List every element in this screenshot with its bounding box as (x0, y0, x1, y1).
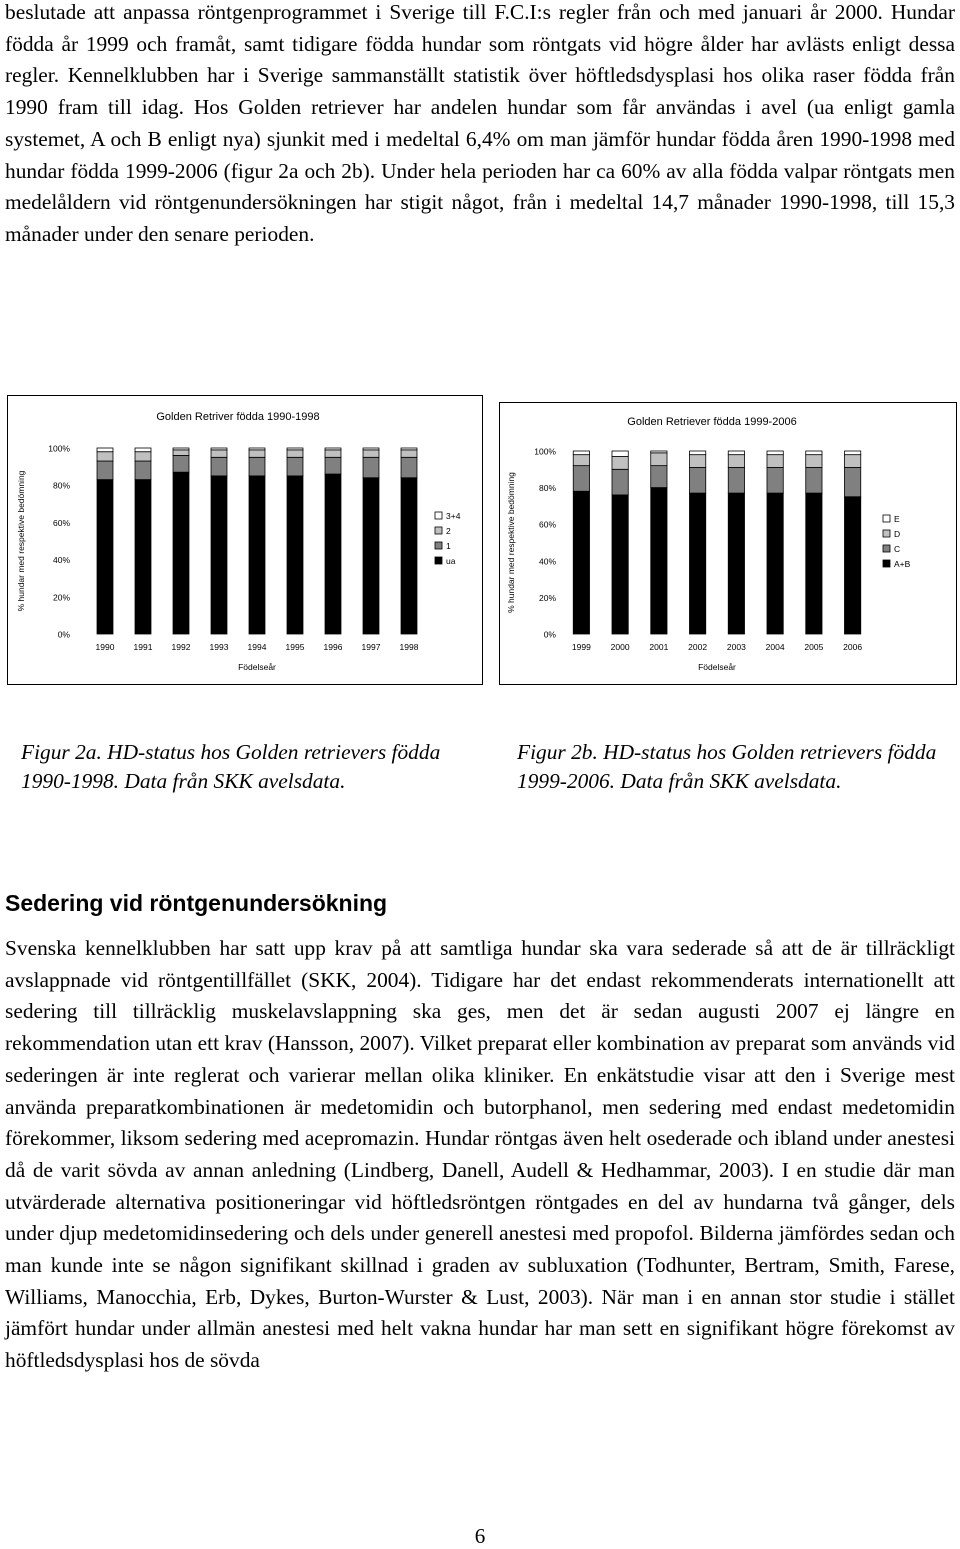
chart-2b-legend-swatch (883, 515, 890, 522)
chart-2a-svg (8, 396, 484, 686)
chart-2a-x-tick-label: 1996 (323, 642, 343, 652)
chart-2a-bar-segment (287, 476, 303, 634)
chart-2b-x-axis-label: Födelseår (698, 662, 736, 672)
chart-2a-y-tick-label: 100% (48, 443, 70, 454)
chart-2a-bar-segment (249, 448, 265, 450)
chart-2b-legend-swatch (883, 560, 890, 567)
chart-2a-legend-label: 1 (446, 541, 451, 551)
chart-2a-legend-label: ua (446, 556, 456, 566)
chart-2b-bar-segment (806, 467, 822, 493)
chart-2a-x-tick-label: 1997 (361, 642, 381, 652)
chart-2b-y-tick-label: 0% (543, 629, 556, 640)
chart-2a-legend-swatch (435, 542, 442, 549)
chart-2b-bar-segment (806, 455, 822, 468)
chart-2a-bar-segment (363, 478, 379, 634)
chart-2b-chart-title: Golden Retriever födda 1999-2006 (627, 416, 797, 428)
chart-2b-bar-segment (689, 455, 705, 468)
chart-2b-bar-segment (728, 467, 744, 493)
chart-2b-y-tick-label: 20% (538, 592, 556, 603)
chart-2a-bar-segment (135, 448, 151, 452)
chart-2a (7, 395, 483, 685)
chart-2a-bar-segment (249, 476, 265, 634)
chart-2a-legend-swatch (435, 557, 442, 564)
chart-2a-bar-segment (325, 457, 341, 474)
chart-2a-legend-label: 3+4 (446, 511, 461, 521)
chart-2b-bar-segment (689, 493, 705, 634)
chart-2b-x-tick-label: 2003 (726, 642, 746, 652)
chart-2b-bar-segment (573, 491, 589, 634)
chart-2a-bar-segment (249, 450, 265, 457)
chart-2b-x-tick-label: 2005 (804, 642, 824, 652)
chart-2b-bar-segment (689, 467, 705, 493)
chart-2a-bar-segment (401, 450, 417, 457)
chart-2b-legend-label: D (894, 529, 901, 539)
chart-2b-bar-segment (806, 451, 822, 455)
chart-2a-bar-segment (97, 461, 113, 480)
chart-2a-bar-segment (325, 448, 341, 450)
chart-2a-bar-segment (97, 480, 113, 634)
chart-2a-bar-segment (401, 448, 417, 450)
chart-2b-bar-segment (806, 493, 822, 634)
chart-2b-y-axis-label: % hundar med respektive bedömning (506, 472, 516, 613)
figure-2b-caption: Figur 2b. HD-status hos Golden retrievers födda 1999-2006. Data från SKK avelsdata. (517, 740, 937, 793)
chart-2b-x-tick-label: 2002 (688, 642, 708, 652)
chart-2b-svg (500, 403, 958, 686)
chart-2a-x-tick-label: 1993 (209, 642, 229, 652)
chart-2a-x-axis-label: Födelseår (238, 662, 276, 672)
chart-2b-bar-segment (651, 466, 667, 488)
chart-2b-bar-segment (844, 497, 860, 634)
chart-2a-bar-segment (211, 450, 227, 457)
chart-2b-y-tick-label: 80% (538, 483, 556, 494)
chart-2b-bar-segment (573, 466, 589, 492)
chart-2b-legend-label: A+B (894, 559, 911, 569)
chart-2b-y-tick-label: 100% (534, 446, 556, 457)
chart-2a-x-tick-label: 1995 (285, 642, 305, 652)
section-heading: Sedering vid röntgenundersökning (5, 890, 388, 916)
chart-2a-bar-segment (401, 457, 417, 477)
chart-2a-bar-segment (401, 478, 417, 634)
chart-2a-x-tick-label: 1991 (133, 642, 153, 652)
chart-2a-bar-segment (135, 480, 151, 634)
chart-2b-bar-segment (728, 451, 744, 455)
chart-2a-bar-segment (173, 472, 189, 634)
chart-2b-bar-segment (573, 455, 589, 466)
chart-2b-legend-label: E (894, 514, 900, 524)
chart-2b-legend-label: C (894, 544, 901, 554)
chart-2a-bar-segment (211, 448, 227, 450)
chart-2a-bar-segment (173, 450, 189, 456)
chart-2b (499, 402, 957, 685)
chart-2a-bar-segment (325, 474, 341, 634)
chart-2a-x-tick-label: 1992 (171, 642, 191, 652)
chart-2a-bar-segment (363, 448, 379, 450)
chart-2a-x-tick-label: 1994 (247, 642, 267, 652)
chart-2b-x-tick-label: 1999 (571, 642, 591, 652)
chart-2a-chart-title: Golden Retriver födda 1990-1998 (156, 411, 320, 423)
chart-2b-x-tick-label: 2004 (765, 642, 785, 652)
chart-2b-bar-segment (844, 455, 860, 468)
chart-2b-bar-segment (573, 451, 589, 455)
chart-2b-bar-segment (612, 456, 628, 469)
body-paragraph: Svenska kennelklubben har satt upp krav på att samtliga hundar ska vara sederade så att de är tillräckligt avslappnade vid röntgentillfället (SKK, 2004). Tidigare har det endast rekommenderats internationellt att sedering till tillräcklig muskelavslappning ska ges, men det är sedan augusti 2007 ej längre en rekommendation utan ett krav (Hansson, 2007). Vilket preparat eller kombination av preparat som används vid sederingen är inte reglerat och varierar mellan olika kliniker. En enkätstudie visar att den i Sverige mest använda preparatkombinationen är medetomidin och butorphanol, men sedering med endast medetomidin förekommer, liksom sedering med acepromazin. Hundar röntgas även helt osederade och ibland under anestesi då de varit sövda av annan anledning (Lindberg, Danell, Audell & Hedhammar, 2003). I en studie där man utvärderade alternativa positioneringar vid höftledsröntgen röntgades en del av hundarna två gånger, dels under djup medetomidinsedering och dels under generell anestesi med propofol. Bilderna jämfördes sedan och man kunde inte se någon signifikant skillnad i graden av subluxation (Todhunter, Bertram, Smith, Farese, Williams, Manocchia, Erb, Dykes, Burton-Wurster & Lust, 2003). När man i en annan stor studie i stället jämfört hundar under allmän anestesi med helt vakna hundar har man sett en signifikant högre förekomst av höftledsdysplasi hos de sövda (5, 936, 955, 1373)
chart-2a-bar-segment (363, 450, 379, 457)
chart-2b-bar-segment (651, 453, 667, 466)
chart-2a-y-tick-label: 20% (52, 592, 70, 603)
chart-2a-bar-segment (287, 450, 303, 457)
chart-2a-bar-segment (97, 448, 113, 452)
chart-2a-legend-swatch (435, 527, 442, 534)
chart-2a-y-tick-label: 40% (52, 555, 70, 566)
chart-2a-legend-label: 2 (446, 526, 451, 536)
chart-2b-x-tick-label: 2000 (610, 642, 630, 652)
chart-2b-bar-segment (767, 451, 783, 455)
chart-2b-bar-segment (767, 493, 783, 634)
chart-2a-bar-segment (363, 457, 379, 477)
chart-2a-x-tick-label: 1990 (95, 642, 115, 652)
chart-2b-bar-segment (844, 467, 860, 496)
chart-2b-bar-segment (689, 451, 705, 455)
page-number: 6 (474, 1524, 486, 1548)
chart-2b-bar-segment (612, 451, 628, 456)
chart-2b-bar-segment (612, 469, 628, 495)
chart-2a-bar-segment (211, 476, 227, 634)
chart-2b-legend-swatch (883, 530, 890, 537)
chart-2b-y-tick-label: 40% (538, 556, 556, 567)
chart-2a-x-tick-label: 1998 (399, 642, 419, 652)
chart-2a-bar-segment (287, 448, 303, 450)
intro-paragraph: beslutade att anpassa röntgenprogrammet i Sverige till F.C.I:s regler från och med januari år 2000. Hundar födda år 1999 och framåt, samt tidigare födda hundar som röntgats vid högre ålder har avlästs enligt dessa regler. Kennelklubben har i Sverige sammanställt statistik över höftledsdysplasi hos olika raser födda från 1990 fram till idag. Hos Golden retriever har andelen hundar som får användas i avel (ua enligt gamla systemet, A och B enligt nya) sjunkit med i medeltal 6,4% om man jämför hundar födda åren 1990-1998 med hundar födda 1999-2006 (figur 2a och 2b). Under hela perioden har ca 60% av alla födda valpar röntgats men medelåldern vid röntgenundersökningen har stigit något, från i medeltal 14,7 månader 1990-1998, till 15,3 månader under den senare perioden. (5, 0, 955, 246)
chart-2a-y-axis-label: % hundar med respektive bedömning (16, 470, 26, 612)
chart-2a-bar-segment (287, 457, 303, 476)
chart-2b-bar-segment (767, 467, 783, 493)
chart-2a-legend-swatch (435, 512, 442, 519)
chart-2a-y-tick-label: 60% (52, 517, 70, 528)
chart-2a-y-tick-label: 80% (52, 480, 70, 491)
chart-2a-bar-segment (135, 452, 151, 461)
chart-2b-bar-segment (651, 488, 667, 634)
chart-2b-bar-segment (651, 451, 667, 453)
chart-2b-bar-segment (612, 495, 628, 634)
chart-2a-bar-segment (325, 450, 341, 457)
chart-2a-y-tick-label: 0% (57, 629, 70, 640)
chart-2b-bar-segment (844, 451, 860, 455)
chart-2b-bar-segment (728, 455, 744, 468)
chart-2b-legend-swatch (883, 545, 890, 552)
chart-2a-bar-segment (211, 457, 227, 476)
chart-2a-bar-segment (173, 448, 189, 450)
chart-2b-y-tick-label: 60% (538, 519, 556, 530)
chart-2a-bar-segment (173, 455, 189, 472)
chart-2b-bar-segment (767, 455, 783, 468)
chart-2b-bar-segment (728, 493, 744, 634)
chart-2a-bar-segment (97, 452, 113, 461)
chart-2b-x-tick-label: 2006 (843, 642, 863, 652)
chart-2a-bar-segment (249, 457, 265, 476)
chart-2b-x-tick-label: 2001 (649, 642, 669, 652)
figure-2a-caption: Figur 2a. HD-status hos Golden retrievers födda 1990-1998. Data från SKK avelsdata. (21, 740, 441, 793)
chart-2a-bar-segment (135, 461, 151, 480)
